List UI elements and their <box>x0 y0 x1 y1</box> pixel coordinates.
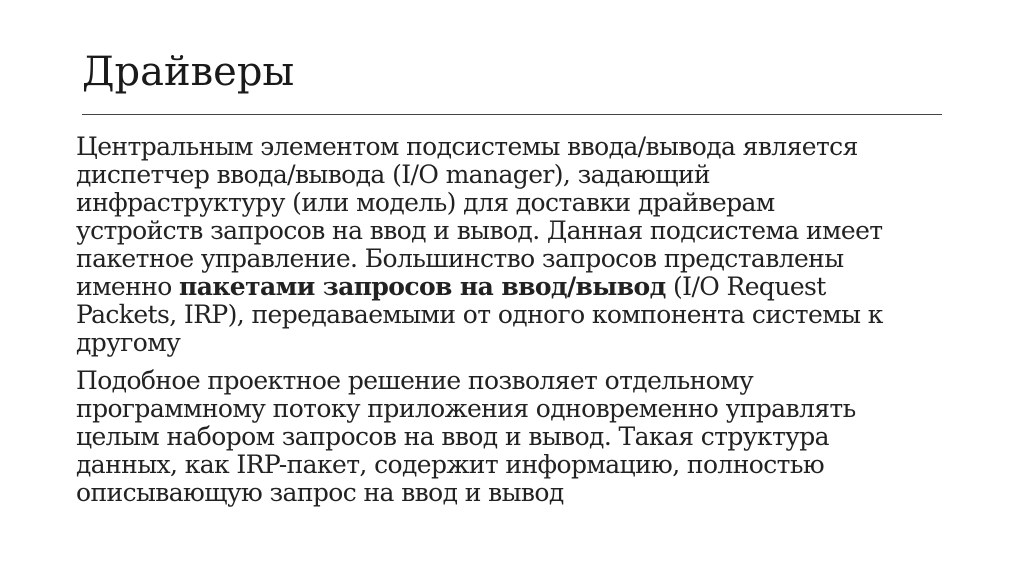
paragraph-2-line: целым набором запросов на ввод и вывод. Такая структура <box>76 422 829 451</box>
slide-body <box>76 133 946 517</box>
paragraph-1 <box>76 133 946 357</box>
paragraph-1-line: Центральным элементом подсистемы ввода/вывода является <box>76 132 858 161</box>
paragraph-2-line: данных, как IRP-пакет, содержит информацию, полностью <box>76 450 825 479</box>
paragraph-1-line: пакетное управление. Большинство запросов представлены <box>76 244 844 273</box>
line-text-post: (I/O Request <box>665 272 826 301</box>
paragraph-2-line: описывающую запрос на ввод и вывод <box>76 478 564 507</box>
paragraph-1-line: инфраструктуру (или модель) для доставки драйверам <box>76 188 775 217</box>
paragraph-1-line: другому <box>76 328 181 357</box>
paragraph-1-line-emphasis <box>76 273 946 301</box>
paragraph-1-line: диспетчер ввода/вывода (I/O manager), задающий <box>76 160 710 189</box>
paragraph-1-line: Packets, IRP), передаваемыми от одного компонента системы к <box>76 300 883 329</box>
line-text-pre: именно <box>76 272 180 301</box>
paragraph-2-line: Подобное проектное решение позволяет отдельному <box>76 366 754 395</box>
bold-term: пакетами запросов на ввод/вывод <box>179 272 666 301</box>
paragraph-1-line: устройств запросов на ввод и вывод. Данная подсистема имеет <box>76 216 883 245</box>
title-divider <box>82 114 942 115</box>
paragraph-2-line: программному потоку приложения одновременно управлять <box>76 394 856 423</box>
paragraph-2 <box>76 367 946 507</box>
slide-title: Драйверы <box>82 49 295 95</box>
